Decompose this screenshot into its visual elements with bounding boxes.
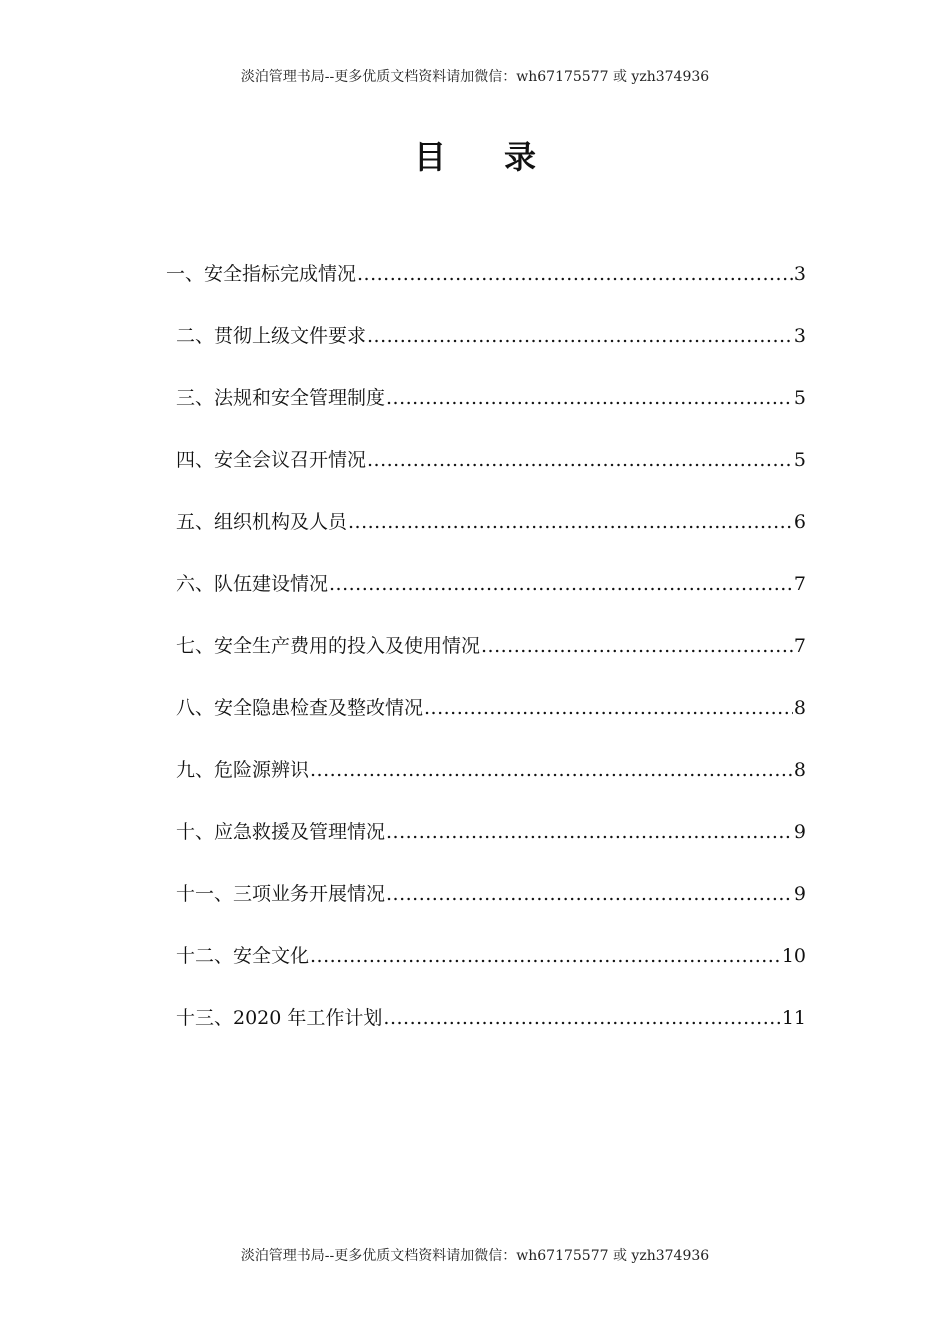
toc-entry[interactable]: [176, 816, 806, 848]
toc-entry-label: 六、队伍建设情况: [176, 573, 329, 595]
toc-entry[interactable]: [176, 444, 806, 476]
toc-entry[interactable]: [176, 382, 806, 414]
toc-entry[interactable]: [176, 692, 806, 724]
toc-entry-label: 四、安全会议召开情况: [176, 449, 367, 471]
page-footer: 淡泊管理书局--更多优质文档资料请加微信：wh67175577 或 yzh374936: [240, 1248, 710, 1264]
toc-entry-page: 3: [793, 263, 806, 285]
toc-title: 目录: [413, 138, 594, 176]
toc-entry-label: 十二、安全文化: [176, 945, 310, 967]
page-header: 淡泊管理书局--更多优质文档资料请加微信：wh67175577 或 yzh374936: [240, 69, 710, 85]
toc-entry-label: 八、安全隐患检查及整改情况: [176, 697, 424, 719]
toc-entry-page: 11: [781, 1007, 806, 1029]
toc-entry-label: 二、贯彻上级文件要求: [176, 325, 367, 347]
toc-entry[interactable]: [176, 1002, 806, 1034]
toc-entry[interactable]: [176, 320, 806, 352]
toc-dot-leader: [367, 320, 793, 352]
toc-entry-page: 7: [793, 573, 806, 595]
toc-entry-page: 3: [793, 325, 806, 347]
toc-entry-page: 5: [793, 387, 806, 409]
toc-dot-leader: [386, 816, 793, 848]
toc-entry[interactable]: [176, 940, 806, 972]
toc-entry-label: 七、安全生产费用的投入及使用情况: [176, 635, 481, 657]
toc-entry-label: 三、法规和安全管理制度: [176, 387, 386, 409]
toc-entry[interactable]: [176, 568, 806, 600]
toc-entry-page: 9: [793, 821, 806, 843]
toc-entry-label: 九、危险源辨识: [176, 759, 310, 781]
toc-entry-label: 五、组织机构及人员: [176, 511, 348, 533]
toc-entry-label: 十一、三项业务开展情况: [176, 883, 386, 905]
toc-dot-leader: [348, 506, 793, 538]
toc-entry[interactable]: [176, 878, 806, 910]
toc-dot-leader: [386, 382, 793, 414]
toc-entry-page: 8: [793, 697, 806, 719]
toc-entry-label: 一、安全指标完成情况: [166, 263, 357, 285]
toc-entry-page: 7: [793, 635, 806, 657]
toc-dot-leader: [481, 630, 793, 662]
toc-entry-page: 5: [793, 449, 806, 471]
toc-dot-leader: [329, 568, 793, 600]
toc-dot-leader: [310, 754, 793, 786]
toc-entry-page: 8: [793, 759, 806, 781]
toc-entry[interactable]: [176, 506, 806, 538]
toc-entry[interactable]: [176, 630, 806, 662]
toc-entry-page: 6: [793, 511, 806, 533]
toc-dot-leader: [357, 258, 793, 290]
toc-dot-leader: [367, 444, 793, 476]
toc-entry-label: 十三、2020 年工作计划: [176, 1007, 383, 1029]
toc-entry-page: 9: [793, 883, 806, 905]
toc-entry-page: 10: [781, 945, 806, 967]
toc-dot-leader: [386, 878, 793, 910]
toc-dot-leader: [383, 1002, 780, 1034]
toc-dot-leader: [310, 940, 781, 972]
toc-entry-label: 十、应急救援及管理情况: [176, 821, 386, 843]
toc-entry[interactable]: [176, 754, 806, 786]
toc-dot-leader: [424, 692, 793, 724]
toc-entry[interactable]: [166, 258, 806, 290]
